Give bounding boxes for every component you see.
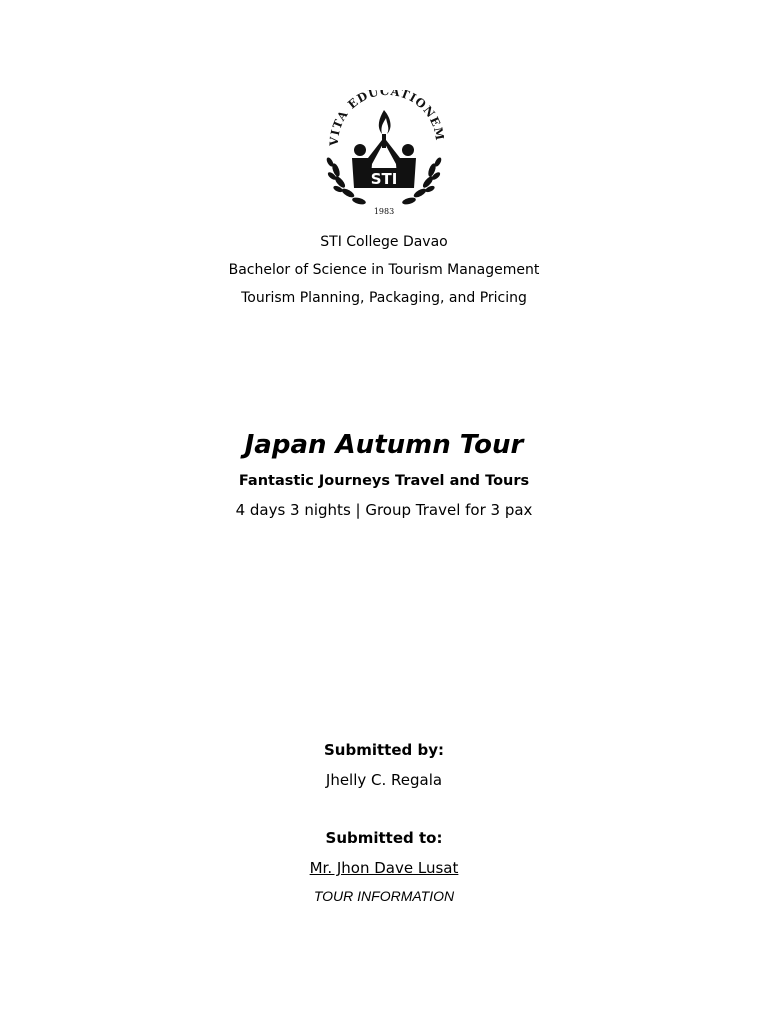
- submitted-to-value: Mr. Jhon Dave Lusat: [309, 859, 459, 877]
- agency-name: Fantastic Journeys Travel and Tours: [238, 473, 530, 489]
- course-name: Tourism Planning, Packaging, and Pricing: [241, 290, 527, 306]
- school-name: STI College Davao: [320, 234, 448, 250]
- logo-year: 1983: [373, 207, 395, 216]
- tour-duration: 4 days 3 nights | Group Travel for 3 pax: [235, 501, 533, 519]
- section-heading: TOUR INFORMATION: [313, 888, 455, 904]
- submitted-by-value: Jhelly C. Regala: [325, 771, 443, 789]
- tour-title: Japan Autumn Tour: [244, 430, 524, 460]
- submitted-by-label: Submitted by:: [324, 741, 444, 759]
- program-name: Bachelor of Science in Tourism Management: [228, 262, 540, 278]
- sti-logo-emblem-icon: [324, 90, 444, 218]
- logo-initials: STI: [370, 170, 398, 188]
- submitted-to-label: Submitted to:: [325, 829, 443, 847]
- sti-logo: [324, 90, 444, 218]
- logo-motto: VITA EDUCATIONE: [326, 90, 444, 147]
